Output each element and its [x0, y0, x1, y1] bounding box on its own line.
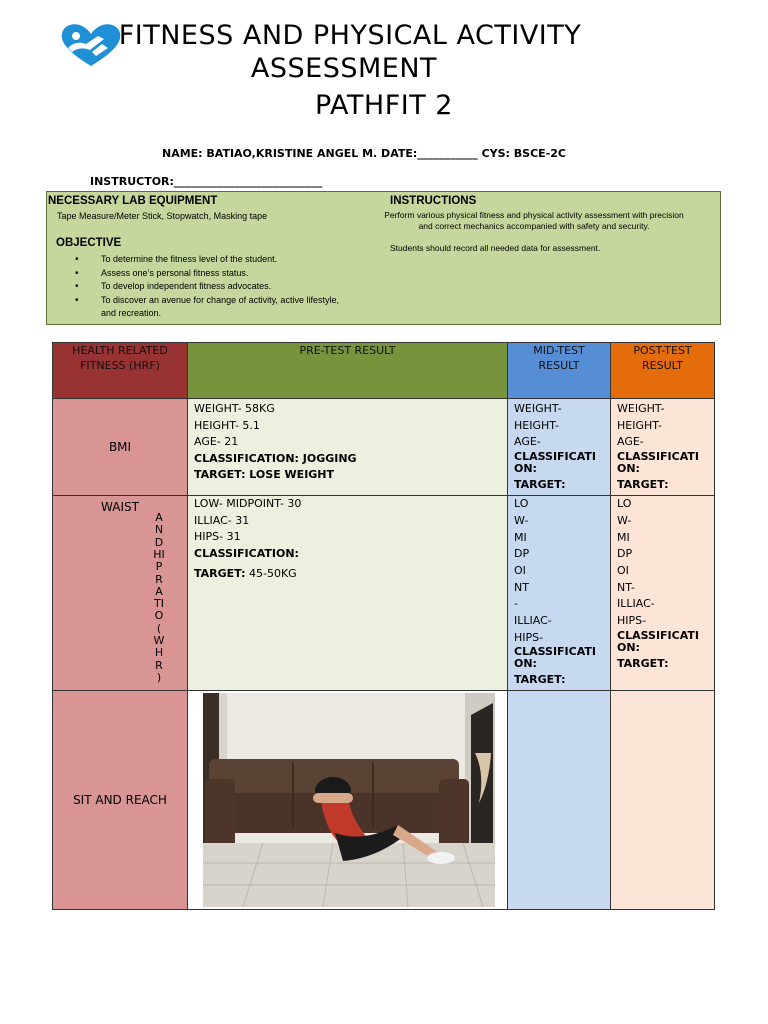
bmi-mid-cell	[508, 399, 611, 496]
sit-and-reach-pre-cell	[188, 691, 508, 910]
header-post-test: POST-TEST RESULT	[611, 343, 715, 399]
document-title-line2: ASSESSMENT	[250, 53, 438, 84]
bmi-mid-classification: CLASSIFICATION:	[514, 450, 596, 476]
sit-and-reach-mid-cell	[508, 691, 611, 910]
objective-heading: OBJECTIVE	[56, 237, 122, 249]
bmi-post-target: TARGET:	[617, 478, 669, 492]
whr-mid-classification: CLASSIFICATION:	[514, 645, 596, 671]
whr-label-stack: A N D HI P R A TI O ( W H R )	[153, 511, 165, 684]
whr-label-top: WAIST	[101, 500, 139, 515]
bmi-pre-weight: WEIGHT- 58KG	[194, 402, 275, 415]
whr-mid-cell: LO W- MI DP OI NT - ILLIAC- HIPS- CLASSIFICATION: TARGET:	[508, 496, 611, 691]
bmi-mid-height: HEIGHT-	[514, 418, 559, 432]
bmi-pre-classification: CLASSIFICATION: JOGGING	[194, 451, 357, 465]
header-hrf: HEALTH RELATED FITNESS (HRF)	[53, 343, 188, 399]
bmi-mid-age: AGE-	[514, 435, 541, 449]
header-mid-test: MID-TEST RESULT	[508, 343, 611, 399]
document-subtitle: PATHFIT 2	[315, 90, 453, 121]
bmi-label: BMI	[53, 399, 188, 496]
whr-pre-illiac: ILLIAC- 31	[194, 513, 250, 527]
instructions-heading: INSTRUCTIONS	[390, 195, 477, 207]
equipment-heading: NECESSARY LAB EQUIPMENT	[48, 195, 218, 207]
bmi-pre-cell	[188, 399, 508, 496]
whr-post-classification: CLASSIFICATION:	[617, 628, 699, 654]
bmi-post-classification: CLASSIFICATION:	[617, 450, 699, 476]
list-item: • Assess one’s personal fitness status.	[55, 267, 341, 281]
bmi-pre-target: TARGET: LOSE WEIGHT	[194, 468, 335, 481]
whr-pre-low-midpoint: LOW- MIDPOINT- 30	[194, 497, 302, 511]
whr-mid-target: TARGET:	[514, 673, 566, 687]
whr-pre-cell	[188, 496, 508, 691]
sit-and-reach-photo	[203, 693, 495, 907]
instructions-text: Perform various physical fitness and physical activity assessment with precision and correct mechanics accompanied with safety and security.	[384, 210, 684, 231]
header-pre-test: PRE-TEST RESULT	[188, 343, 508, 399]
bmi-pre-height: HEIGHT- 5.1	[194, 418, 260, 432]
bmi-mid-target: TARGET:	[514, 478, 566, 492]
instructions-text-2: Students should record all needed data for assessment.	[390, 243, 601, 253]
list-item: • To determine the fitness level of the student.	[55, 253, 341, 267]
whr-post-cell: LO W- MI DP OI NT- ILLIAC- HIPS- CLASSIFICATION: TARGET:	[611, 496, 715, 691]
objective-list	[55, 253, 341, 321]
whr-label	[53, 496, 188, 691]
name-date-cys-line: NAME: BATIAO,KRISTINE ANGEL M. DATE:___________ CYS: BSCE-2C	[162, 147, 566, 160]
bmi-post-cell	[611, 399, 715, 496]
table-row	[53, 691, 715, 910]
whr-pre-classification: CLASSIFICATION:	[194, 546, 299, 560]
instructor-line: INSTRUCTOR:___________________________	[90, 175, 323, 188]
list-item: • To discover an avenue for change of activity, active lifestyle, and recreation.	[55, 294, 341, 321]
bmi-pre-age: AGE- 21	[194, 435, 239, 448]
equipment-text: Tape Measure/Meter Stick, Stopwatch, Masking tape	[57, 211, 268, 221]
list-item: • To develop independent fitness advocates.	[55, 280, 341, 294]
bmi-post-height: HEIGHT-	[617, 418, 662, 432]
whr-pre-target: TARGET: 45-50KG	[194, 567, 297, 581]
whr-pre-hips: HIPS- 31	[194, 530, 241, 544]
document-title-line1: FITNESS AND PHYSICAL ACTIVITY	[118, 20, 582, 51]
whr-post-target: TARGET:	[617, 656, 669, 670]
assessment-table	[52, 342, 715, 910]
bmi-post-weight: WEIGHT-	[617, 402, 665, 415]
table-header-row	[53, 343, 715, 399]
bmi-mid-weight: WEIGHT-	[514, 402, 562, 415]
table-row	[53, 399, 715, 496]
info-box	[46, 191, 721, 325]
bmi-post-age: AGE-	[617, 435, 644, 449]
table-row	[53, 496, 715, 691]
sit-and-reach-label: SIT AND REACH	[53, 691, 188, 910]
sit-and-reach-post-cell	[611, 691, 715, 910]
